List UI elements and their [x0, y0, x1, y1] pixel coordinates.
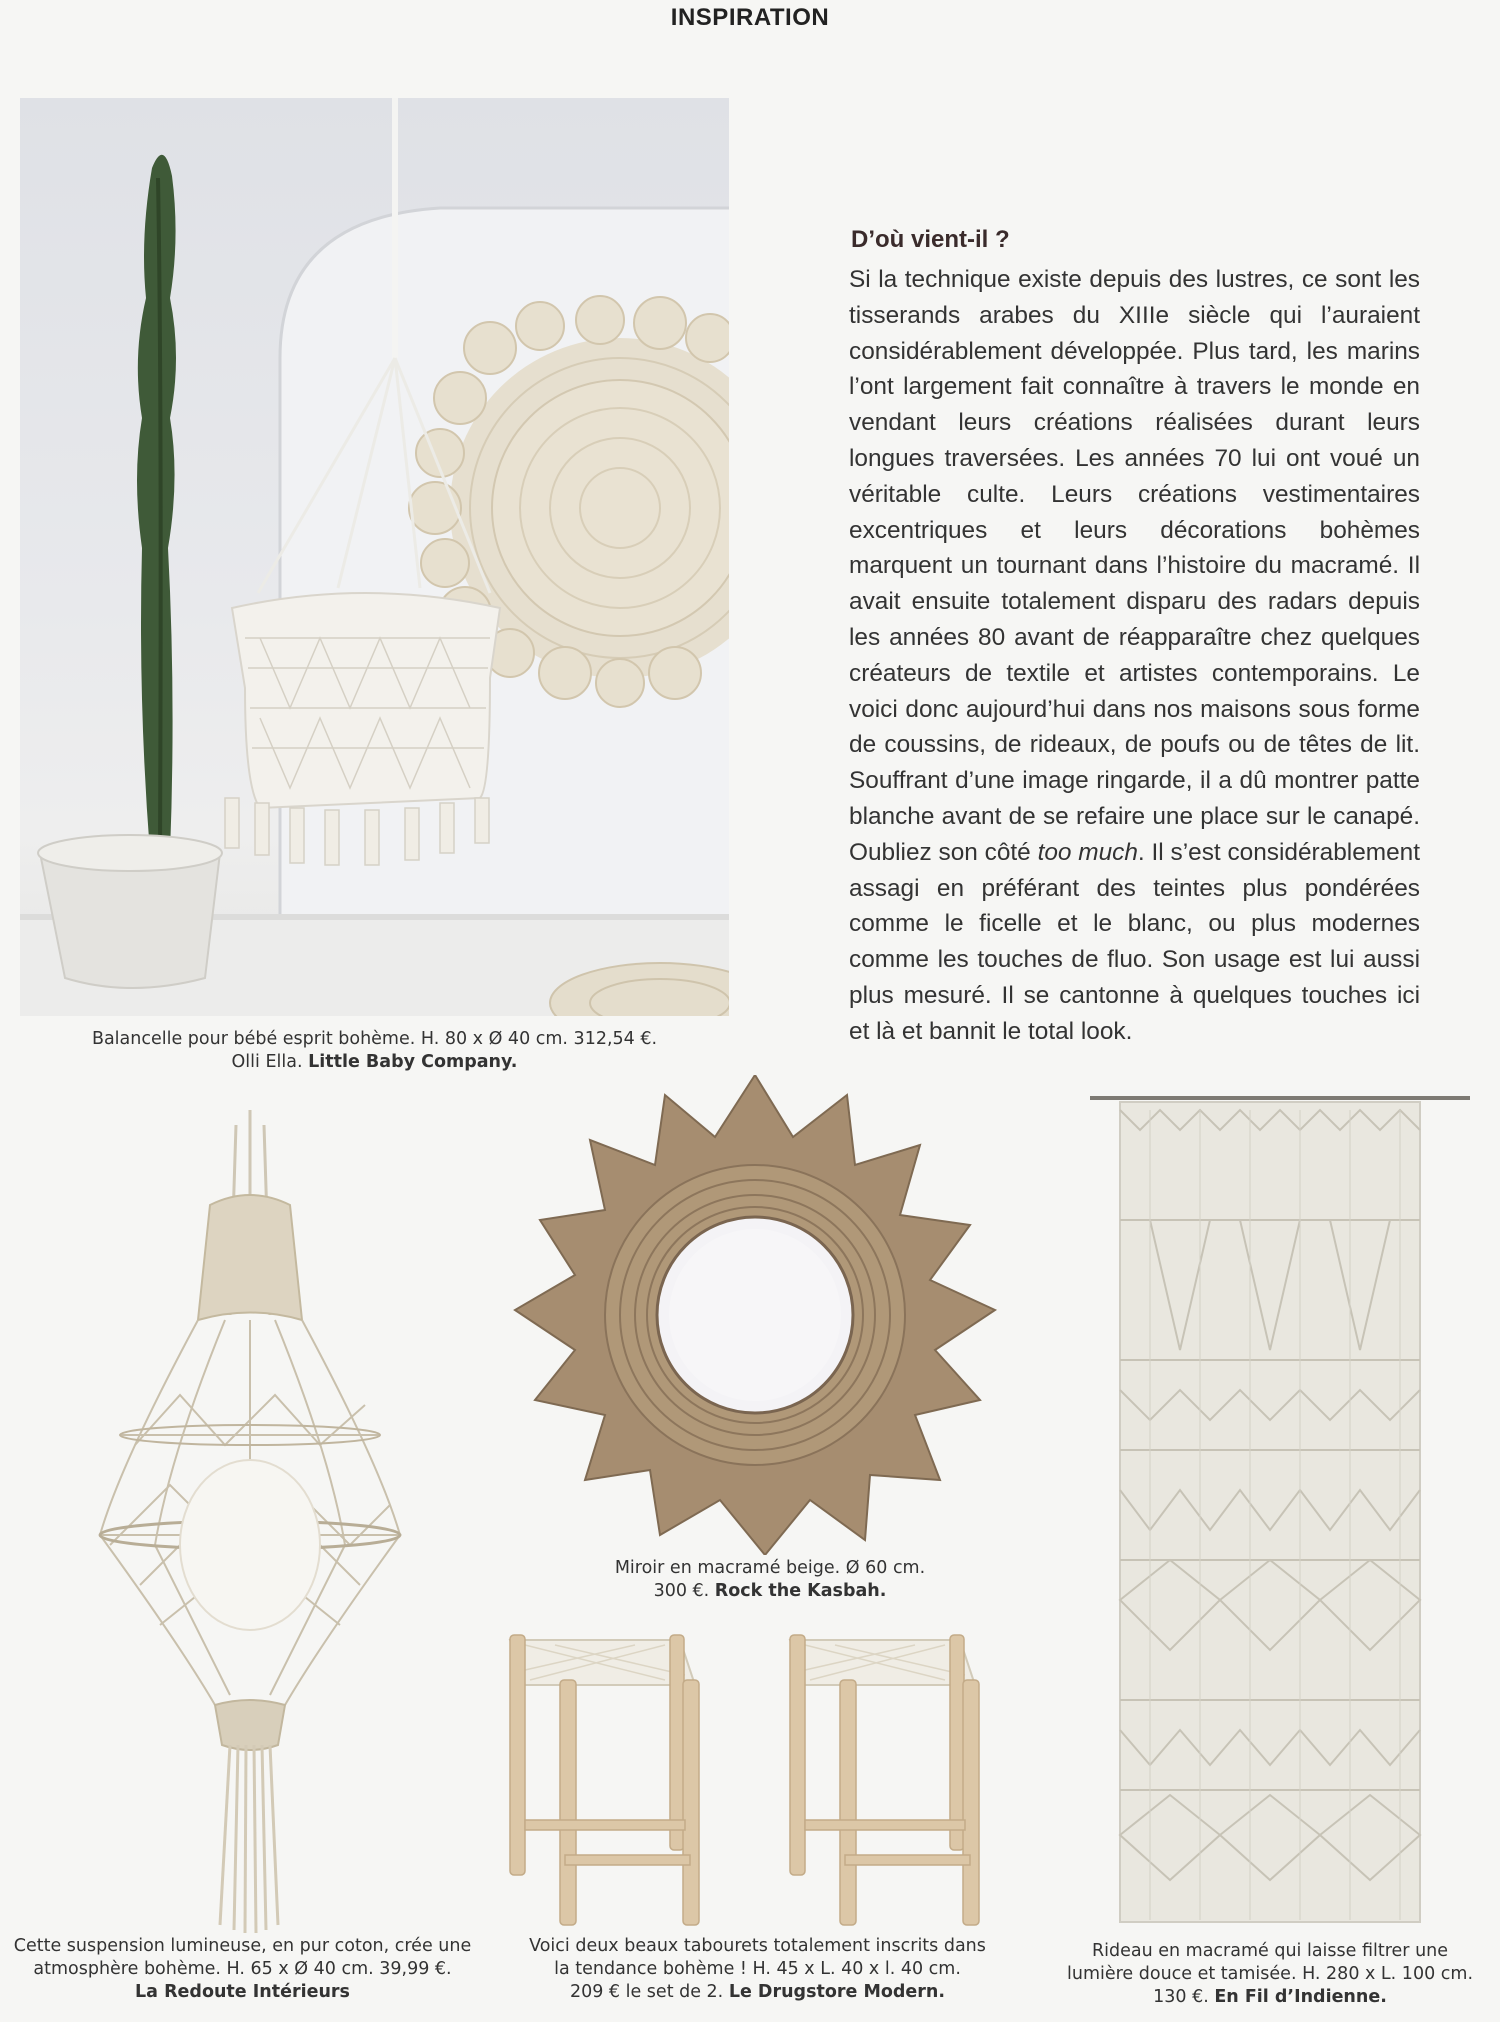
macrame-mirror-illustration [505, 1075, 1005, 1555]
mirror-shop: Rock the Kasbah. [714, 1581, 887, 1601]
stool-right [790, 1635, 979, 1925]
stools-caption-line1: Voici deux beaux tabourets totalement inscrits dans [529, 1936, 986, 1956]
cradle-caption-line2: Olli Ella. [231, 1052, 309, 1072]
cradle-caption-line1: Balancelle pour bébé esprit bohème. H. 80 x Ø 40 cm. 312,54 €. [91, 1029, 658, 1049]
mirror-caption [520, 1557, 1020, 1603]
article-body-part2: . Il s’est considérablement assagi en préférant des teintes plus pondérées comme le ficelle et le blanc, ou plus modernes comme les touches de fluo. Son usage est lui aussi plus mesuré. Il se cantonne à quelques touches ici et là et bannit le total look. [849, 838, 1420, 1045]
pot [38, 835, 222, 988]
lamp-image [40, 1105, 460, 1935]
curtain-shop: En Fil d’Indienne. [1214, 1987, 1387, 2007]
macrame-curtain-illustration [1090, 1090, 1470, 1935]
section-header: INSPIRATION [670, 4, 830, 31]
curtain-caption [1040, 1940, 1500, 2009]
cactus [137, 155, 176, 853]
lamp-caption [0, 1935, 485, 2004]
article-body [849, 262, 1420, 1050]
curtain-caption-line2: lumière douce et tamisée. H. 280 x L. 100 cm. [1066, 1964, 1474, 1984]
article-title: D’où vient-il ? [851, 226, 1010, 253]
lamp-shop: La Redoute Intérieurs [135, 1982, 350, 2002]
article-body-italic: too much [1037, 838, 1138, 866]
stools-caption-line3: 209 € le set de 2. [569, 1982, 729, 2002]
curtain-caption-line1: Rideau en macramé qui laisse filtrer une [1091, 1941, 1449, 1961]
macrame-lamp-illustration [40, 1105, 460, 1935]
mirror-caption-line2: 300 €. [653, 1581, 715, 1601]
stools-caption-line2: la tendance bohème ! H. 45 x L. 40 x l. 40 cm. [554, 1959, 961, 1979]
lamp-caption-line2: atmosphère bohème. H. 65 x Ø 40 cm. 39,99 €. [33, 1959, 452, 1979]
article-body-part1: Si la technique existe depuis des lustres, ce sont les tisserands arabes du XIIIe siècle qui l’auraient considérablement développée. Plus tard, les marins l’ont largement fait connaître à travers le monde en vendant leurs créations réalisées durant leurs longues traversées. Les années 70 lui ont voué un véritable culte. Leurs créations vestimentaires excentriques et leurs décorations bohèmes marquent un tournant dans l’histoire du macramé. Il avait ensuite totalement disparu des radars depuis les années 80 avant de réapparaître chez quelques créateurs de textile et artistes contemporains. Le voici donc aujourd’hui dans nos maisons sous forme de coussins, de rideaux, de poufs ou de têtes de lit. Souffrant d’une image ringarde, il a dû montrer patte blanche avant de se refaire une place sur le canapé. Oubliez son côté [849, 266, 1420, 866]
curtain-image [1090, 1090, 1470, 1935]
cradle-scene-illustration [20, 98, 729, 1016]
cradle-shop: Little Baby Company. [308, 1052, 518, 1072]
lamp-caption-line1: Cette suspension lumineuse, en pur coton, crée une [13, 1936, 472, 1956]
mirror-image [505, 1075, 1005, 1555]
curtain-caption-line3: 130 €. [1153, 1987, 1215, 2007]
stool-left [510, 1635, 699, 1925]
cradle-caption [20, 1028, 729, 1074]
cradle-photo [20, 98, 729, 1016]
stools-image [505, 1625, 1045, 1930]
stools-illustration [505, 1625, 1045, 1930]
stools-caption [505, 1935, 1010, 2004]
stools-shop: Le Drugstore Modern. [728, 1982, 946, 2002]
mirror-caption-line1: Miroir en macramé beige. Ø 60 cm. [614, 1558, 926, 1578]
